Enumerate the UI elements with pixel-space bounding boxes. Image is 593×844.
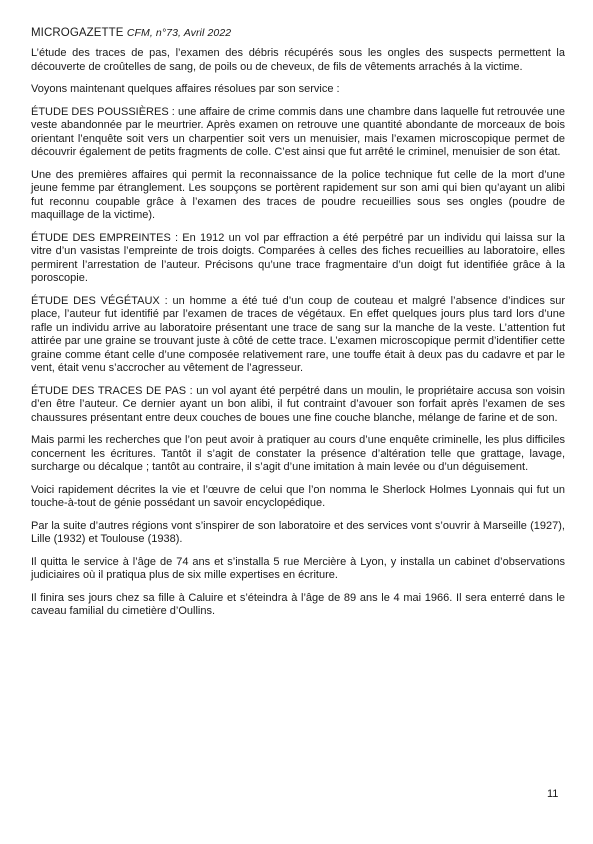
paragraph-traces-de-pas: ÉTUDE DES TRACES DE PAS : un vol ayant été perpétré dans un moulin, le propriétaire accusa son voisin d’en être l’auteur. Ce dernier ayant un bon alibi, il fut contraint d’avouer son forfait après l’examen de ses chaussures présentant entre deux couches de boues une fine couche blanche, mélange de farine et de son.	[31, 384, 565, 424]
paragraph-ecritures: Mais parmi les recherches que l’on peut avoir à pratiquer au cours d’une enquête criminelle, les plus difficiles concernent les écritures. Tantôt il s’agit de constater la présence d’altération telle que grattage, lavage, surcharge ou décalque ; tantôt au contraire, il s’agit d’une imitation à main levée ou d’un déguisement.	[31, 434, 565, 473]
paragraph-affaires-intro: Voyons maintenant quelques affaires résolues par son service :	[31, 83, 340, 95]
page-header	[31, 26, 565, 40]
paragraph-sherlock-holmes: Voici rapidement décrites la vie et l’œuvre de celui que l’on nomma le Sherlock Holmes Lyonnais qui fut un touche-à-tout de génie possédant un savoir encyclopédique.	[31, 483, 565, 509]
paragraph-vegetaux: ÉTUDE DES VÉGÉTAUX : un homme a été tué d’un coup de couteau et malgré l’absence d’indices sur place, l’auteur fut identifié par l’examen de traces de végétaux. En effet quelques jours plus tard lors d’une rafle un individu arrive au laboratoire présentant une trace de sang sur la manche de la veste. L’attention fut attirée par une graine se trouvant juste à côté de cette trace. L’examen microscopique permit d’identifier cette graine comme étant celle d’une composée relativement rare, une touffe était à deux pas du cadavre et par le vent, était venu s’accrocher au vêtement de l’agresseur.	[31, 294, 565, 374]
paragraph-empreintes: ÉTUDE DES EMPREINTES : En 1912 un vol par effraction a été perpétré par un individu qui laissa sur la vitre d’un vasistas l’empreinte de trois doigts. Comparées à celles des fiches recueillies au laboratoire, elles permirent l’arrestation de l’auteur. Précisons qu’une trace fragmentaire d’un doigt fut identifiée grâce à la poroscopie.	[31, 231, 565, 284]
paragraph-traces-de-pas-intro: L’étude des traces de pas, l’examen des débris récupérés sous les ongles des suspects permettent la découverte de croûtelles de sang, de poils ou de cheveux, de fils de vêtements arrachés à la victime.	[31, 47, 565, 73]
page-number: 11	[547, 788, 559, 800]
issue-info: CFM, n°73, Avril 2022	[126, 27, 232, 39]
publication-name: MICROGAZETTE	[31, 27, 124, 39]
paragraph-deces: Il finira ses jours chez sa fille à Caluire et s’éteindra à l’âge de 89 ans le 4 mai 1966. Il sera enterré dans le caveau familial du cimetière d’Oullins.	[31, 591, 565, 617]
paragraph-poussieres: ÉTUDE DES POUSSIÈRES : une affaire de crime commis dans une chambre dans laquelle fut retrouvée une veste abandonnée par le meurtrier. Après examen on retrouve une quantité abondante de morceaux de bois orientant l’enquête soit vers un charpentier soit vers un menuisier, mais l’examen microscopique permet de découvrir également de petits fragments de colle. C’est ainsi que fut arrêté le criminel, menuisier de son état.	[31, 105, 565, 158]
paragraph-etranglement: Une des premières affaires qui permit la reconnaissance de la police technique fut celle de la mort d’une jeune femme par étranglement. Les soupçons se portèrent rapidement sur son ami qui bien qu’ayant un alibi fut reconnu coupable grâce à l’examen des traces de poudre recueillies sous ses ongles (poudre de maquillage de la victime).	[31, 168, 565, 221]
paragraph-autres-regions: Par la suite d’autres régions vont s’inspirer de son laboratoire et des services vont s’ouvrir à Marseille (1927), Lille (1932) et Toulouse (1938).	[31, 519, 565, 545]
paragraph-retraite: Il quitta le service à l’âge de 74 ans et s’installa 5 rue Mercière à Lyon, y installa un cabinet d’observations judiciaires où il pratiqua plus de six mille expertises en écriture.	[31, 555, 565, 581]
document-page	[31, 26, 565, 628]
